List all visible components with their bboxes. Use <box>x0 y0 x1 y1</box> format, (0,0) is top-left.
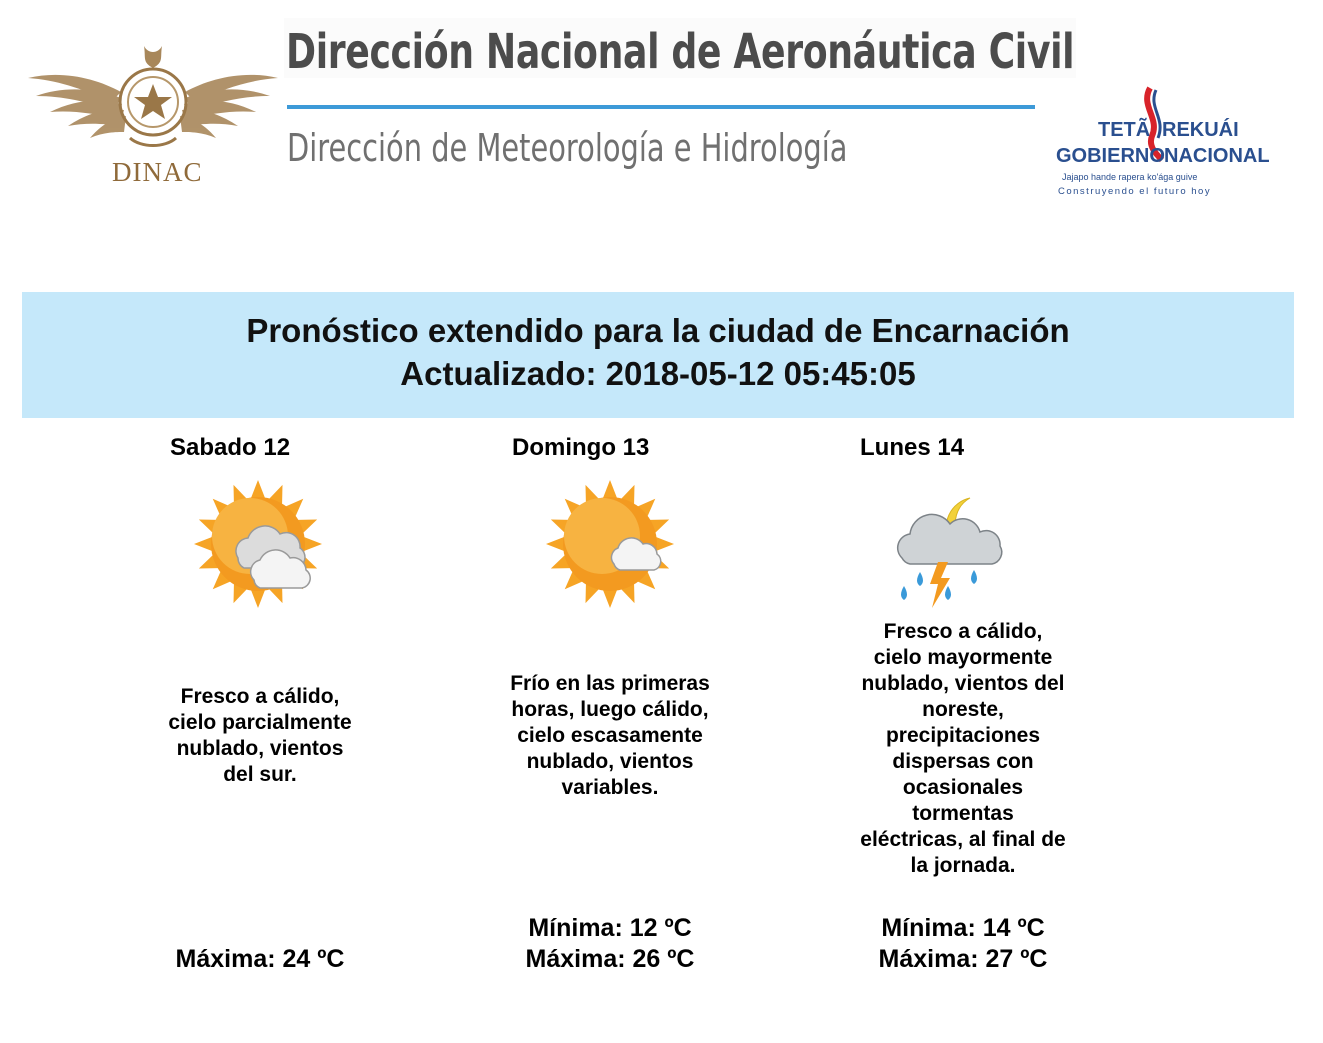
svg-text:NACIONAL: NACIONAL <box>1164 145 1270 167</box>
max-temperature: Máxima: 26 ºC <box>525 945 695 973</box>
forecast-description: Fresco a cálido, cielo mayormente nublado, vientos del noreste, precipitaciones dispersas con ocasionales tormentas eléctricas, al final de la jornada. <box>860 620 1066 877</box>
gobierno-nacional-logo <box>1052 84 1280 200</box>
min-temperature: Mínima: 14 ºC <box>881 914 1045 942</box>
max-temperature: Máxima: 27 ºC <box>878 945 1048 973</box>
sun-with-clouds-icon <box>192 478 324 615</box>
gov-flag-ribbon-icon <box>1052 84 1280 200</box>
winged-emblem-icon <box>26 40 280 160</box>
agency-subtitle: Dirección de Meteorología e Hidrología <box>287 126 848 170</box>
dinac-logo-text: DINAC <box>112 157 203 187</box>
min-temperature: Mínima: 12 ºC <box>528 914 692 942</box>
svg-text:TETÃ: TETÃ <box>1098 119 1151 141</box>
forecast-title: Pronóstico extendido para la ciudad de Encarnación <box>246 312 1070 349</box>
agency-title: Dirección Nacional de Aeronáutica Civil <box>286 24 1075 80</box>
forecast-banner <box>22 292 1294 418</box>
day-name-domingo: Domingo 13 <box>512 434 650 461</box>
svg-text:Jajapo hande rapera ko'ága gui: Jajapo hande rapera ko'ága guive <box>1062 172 1198 182</box>
agency-title-box <box>284 18 1076 78</box>
forecast-updated: Actualizado: 2018-05-12 05:45:05 <box>400 355 916 392</box>
svg-text:Construyendo el futuro hoy: Construyendo el futuro hoy <box>1058 186 1212 197</box>
forecast-description: Frío en las primeras horas, luego cálido, cielo escasamente nublado, vientos variables. <box>510 672 710 799</box>
svg-text:GOBIERNO: GOBIERNO <box>1056 145 1165 167</box>
svg-text:REKUÁI: REKUÁI <box>1162 119 1239 141</box>
storm-rain-moon-icon <box>892 494 1012 617</box>
day-name-lunes: Lunes 14 <box>860 434 965 461</box>
max-temperature: Máxima: 24 ºC <box>175 945 345 973</box>
day-name-sabado: Sabado 12 <box>170 434 291 461</box>
forecast-description: Fresco a cálido, cielo parcialmente nublado, vientos del sur. <box>168 685 352 786</box>
header-divider <box>287 105 1035 109</box>
sun-with-small-cloud-icon <box>544 478 676 615</box>
